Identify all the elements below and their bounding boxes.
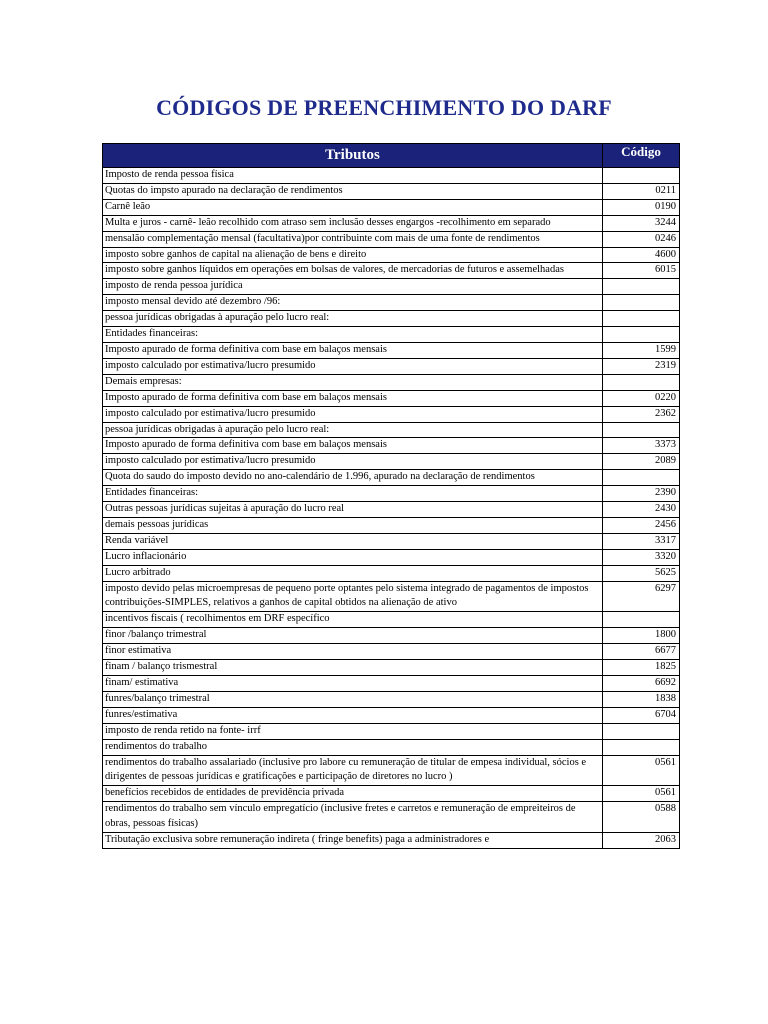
codigo-cell — [603, 739, 680, 755]
tributo-cell: Imposto apurado de forma definitiva com base em balaços mensais — [103, 438, 603, 454]
codigo-cell: 1800 — [603, 628, 680, 644]
table-row — [103, 612, 680, 628]
tributo-cell: rendimentos do trabalho assalariado (inclusive pro labore cu remuneração de titular de empesa individual, sócios e dirigentes de pessoas jurídicas e gratificações e participação de diretores no lucro ) — [103, 755, 603, 786]
table-row — [103, 549, 680, 565]
tributo-cell: mensalão complementação mensal (facultativa)por contribuinte com mais de uma fonte de rendimentos — [103, 231, 603, 247]
codigo-cell: 3373 — [603, 438, 680, 454]
codigo-cell: 6297 — [603, 581, 680, 612]
tributo-cell: Quota do saudo do imposto devido no ano-calendário de 1.996, apurado na declaração de rendimentos — [103, 470, 603, 486]
tributo-cell: benefícios recebidos de entidades de previdência privada — [103, 786, 603, 802]
codigo-cell: 0561 — [603, 786, 680, 802]
table-row — [103, 660, 680, 676]
codigo-cell: 5625 — [603, 565, 680, 581]
codigo-cell: 2362 — [603, 406, 680, 422]
table-row — [103, 438, 680, 454]
tributo-cell: pessoa jurídicas obrigadas à apuração pelo lucro real: — [103, 311, 603, 327]
codigo-cell: 3317 — [603, 533, 680, 549]
tributo-cell: funres/estimativa — [103, 707, 603, 723]
codigo-cell: 6015 — [603, 263, 680, 279]
table-row — [103, 691, 680, 707]
table-row — [103, 502, 680, 518]
tributo-cell: imposto sobre ganhos líquidos em operações em bolsas de valores, de mercadorias de futuros e assemelhadas — [103, 263, 603, 279]
tributo-cell: Renda variável — [103, 533, 603, 549]
tributo-cell: Carnê leão — [103, 199, 603, 215]
codigo-cell — [603, 723, 680, 739]
codigo-cell: 2319 — [603, 358, 680, 374]
table-row — [103, 707, 680, 723]
table-row — [103, 628, 680, 644]
table-row — [103, 755, 680, 786]
tributo-cell: imposto calculado por estimativa/lucro presumido — [103, 358, 603, 374]
tributo-cell: imposto mensal devido até dezembro /96: — [103, 295, 603, 311]
darf-codes-table — [102, 143, 680, 849]
tributo-cell: Multa e juros - carnê- leão recolhido com atraso sem inclusão desses engargos -recolhimento em separado — [103, 215, 603, 231]
table-row — [103, 786, 680, 802]
codigo-cell: 6704 — [603, 707, 680, 723]
codigo-cell — [603, 422, 680, 438]
tributo-cell: Outras pessoas jurídicas sujeitas à apuração do lucro real — [103, 502, 603, 518]
table-row — [103, 517, 680, 533]
table-row — [103, 723, 680, 739]
codigo-cell: 3244 — [603, 215, 680, 231]
table-row — [103, 581, 680, 612]
tributo-cell: funres/balanço trimestral — [103, 691, 603, 707]
tributo-cell: finor estimativa — [103, 644, 603, 660]
tributo-cell: imposto sobre ganhos de capital na alienação de bens e direito — [103, 247, 603, 263]
table-row — [103, 199, 680, 215]
tributo-cell: pessoa jurídicas obrigadas à apuração pelo lucro real: — [103, 422, 603, 438]
tributo-cell: imposto devido pelas microempresas de pequeno porte optantes pelo sistema integrado de pagamentos de impostos contribuições-SIMPLES, relativos a ganhos de capital obtidos na alienação de ativo — [103, 581, 603, 612]
tributo-cell: Entidades financeiras: — [103, 327, 603, 343]
table-row — [103, 739, 680, 755]
table-row — [103, 802, 680, 833]
codigo-cell: 2390 — [603, 486, 680, 502]
table-row — [103, 422, 680, 438]
tributo-cell: imposto de renda pessoa jurídica — [103, 279, 603, 295]
codigo-cell: 2089 — [603, 454, 680, 470]
codigo-cell: 4600 — [603, 247, 680, 263]
table-row — [103, 470, 680, 486]
table-row — [103, 406, 680, 422]
codigo-cell — [603, 374, 680, 390]
codigo-cell: 0220 — [603, 390, 680, 406]
tributo-cell: Quotas do impsto apurado na declaração de rendimentos — [103, 183, 603, 199]
table-row — [103, 215, 680, 231]
table-row — [103, 279, 680, 295]
tributo-cell: Tributação exclusiva sobre remuneração indireta ( fringe benefits) paga a administradores e — [103, 833, 603, 849]
codigo-cell: 0561 — [603, 755, 680, 786]
tributo-cell: demais pessoas jurídicas — [103, 517, 603, 533]
codigo-cell: 1838 — [603, 691, 680, 707]
table-row — [103, 231, 680, 247]
codigo-cell — [603, 470, 680, 486]
tributo-cell: finor /balanço trimestral — [103, 628, 603, 644]
codigo-cell: 2430 — [603, 502, 680, 518]
codigo-cell: 0211 — [603, 183, 680, 199]
tributo-cell: Lucro arbitrado — [103, 565, 603, 581]
table-row — [103, 311, 680, 327]
table-row — [103, 327, 680, 343]
tributo-cell: Lucro inflacionário — [103, 549, 603, 565]
table-row — [103, 676, 680, 692]
table-row — [103, 247, 680, 263]
tributo-cell: Entidades financeiras: — [103, 486, 603, 502]
codigo-cell: 2063 — [603, 833, 680, 849]
codigo-cell: 1599 — [603, 342, 680, 358]
tributo-cell: rendimentos do trabalho sem vínculo empregatício (inclusive fretes e carretos e remuneração de empreiteiros de obras, pessoas físicas) — [103, 802, 603, 833]
codigo-cell — [603, 279, 680, 295]
table-row — [103, 533, 680, 549]
tributo-cell: Imposto apurado de forma definitiva com base em balaços mensais — [103, 342, 603, 358]
table-row — [103, 295, 680, 311]
tributo-cell: finam / balanço trismestral — [103, 660, 603, 676]
codigo-cell: 6692 — [603, 676, 680, 692]
table-row — [103, 168, 680, 184]
table-row — [103, 390, 680, 406]
codigo-cell — [603, 168, 680, 184]
codigo-cell: 1825 — [603, 660, 680, 676]
codigo-cell — [603, 295, 680, 311]
codigo-cell — [603, 327, 680, 343]
table-row — [103, 833, 680, 849]
table-row — [103, 374, 680, 390]
codigo-cell — [603, 311, 680, 327]
header-codigo: Código — [603, 144, 680, 168]
table-row — [103, 454, 680, 470]
tributo-cell: imposto calculado por estimativa/lucro presumido — [103, 454, 603, 470]
table-header-row — [103, 144, 680, 168]
tributo-cell: imposto calculado por estimativa/lucro presumido — [103, 406, 603, 422]
table-row — [103, 183, 680, 199]
codigo-cell: 3320 — [603, 549, 680, 565]
table-row — [103, 644, 680, 660]
table-row — [103, 358, 680, 374]
table-row — [103, 565, 680, 581]
tributo-cell: imposto de renda retido na fonte- irrf — [103, 723, 603, 739]
tributo-cell: Imposto de renda pessoa física — [103, 168, 603, 184]
codigo-cell — [603, 612, 680, 628]
page-title: CÓDIGOS DE PREENCHIMENTO DO DARF — [156, 95, 612, 120]
tributo-cell: Demais empresas: — [103, 374, 603, 390]
codigo-cell: 0190 — [603, 199, 680, 215]
tributo-cell: finam/ estimativa — [103, 676, 603, 692]
table-body — [103, 168, 680, 849]
codigo-cell: 2456 — [603, 517, 680, 533]
tributo-cell: incentivos fiscais ( recolhimentos em DRF específico — [103, 612, 603, 628]
table-row — [103, 342, 680, 358]
table-row — [103, 486, 680, 502]
header-tributos: Tributos — [103, 144, 603, 168]
tributo-cell: Imposto apurado de forma definitiva com base em balaços mensais — [103, 390, 603, 406]
codigo-cell: 6677 — [603, 644, 680, 660]
codigo-cell: 0588 — [603, 802, 680, 833]
table-row — [103, 263, 680, 279]
codigo-cell: 0246 — [603, 231, 680, 247]
tributo-cell: rendimentos do trabalho — [103, 739, 603, 755]
